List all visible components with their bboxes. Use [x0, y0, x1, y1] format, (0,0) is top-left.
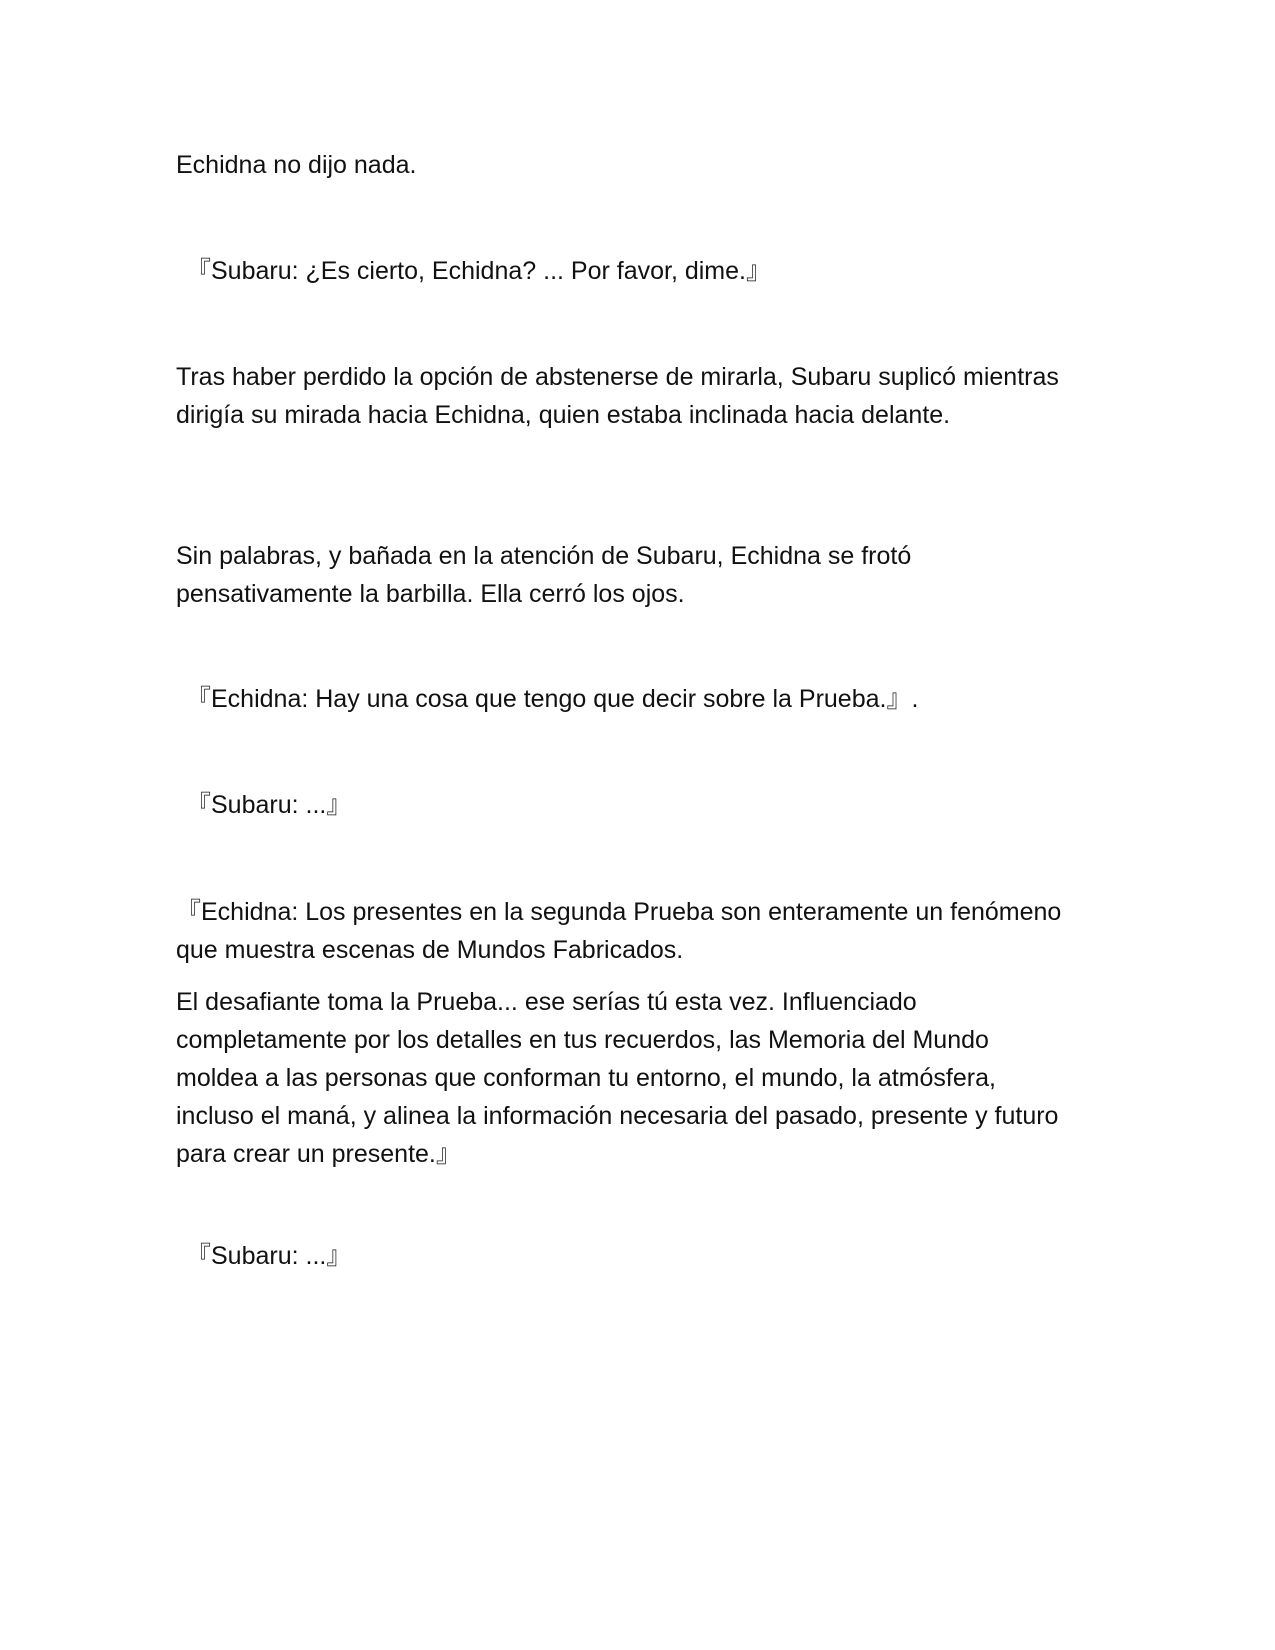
dialogue-line-echidna: 『Echidna: Hay una cosa que tengo que decir sobre la Prueba.』.: [186, 685, 919, 713]
narration-paragraph: Tras haber perdido la opción de abstenerse de mirarla, Subaru suplicó mientras dirigía su mirada hacia Echidna, quien estaba inclinada hacia delante.: [176, 363, 1059, 429]
narration-paragraph: Echidna no dijo nada.: [176, 151, 417, 179]
dialogue-line-subaru: 『Subaru: ...』: [186, 1242, 352, 1270]
dialogue-line-subaru: 『Subaru: ...』: [186, 791, 352, 819]
dialogue-continuation: El desafiante toma la Prueba... ese serías tú esta vez. Influenciado completamente por los detalles en tus recuerdos, las Memoria del Mundo moldea a las personas que conforman tu entorno, el mundo, la atmósfera, incluso el maná, y alinea la información necesaria del pasado, presente y futuro para crear un presente.』: [176, 988, 1059, 1168]
dialogue-line-echidna: 『Echidna: Los presentes en la segunda Prueba son enteramente un fenómeno que muestra escenas de Mundos Fabricados.: [176, 898, 1062, 964]
narration-paragraph: Sin palabras, y bañada en la atención de Subaru, Echidna se frotó pensativamente la barbilla. Ella cerró los ojos.: [176, 542, 912, 608]
dialogue-line-subaru: 『Subaru: ¿Es cierto, Echidna? ... Por favor, dime.』: [186, 257, 771, 285]
